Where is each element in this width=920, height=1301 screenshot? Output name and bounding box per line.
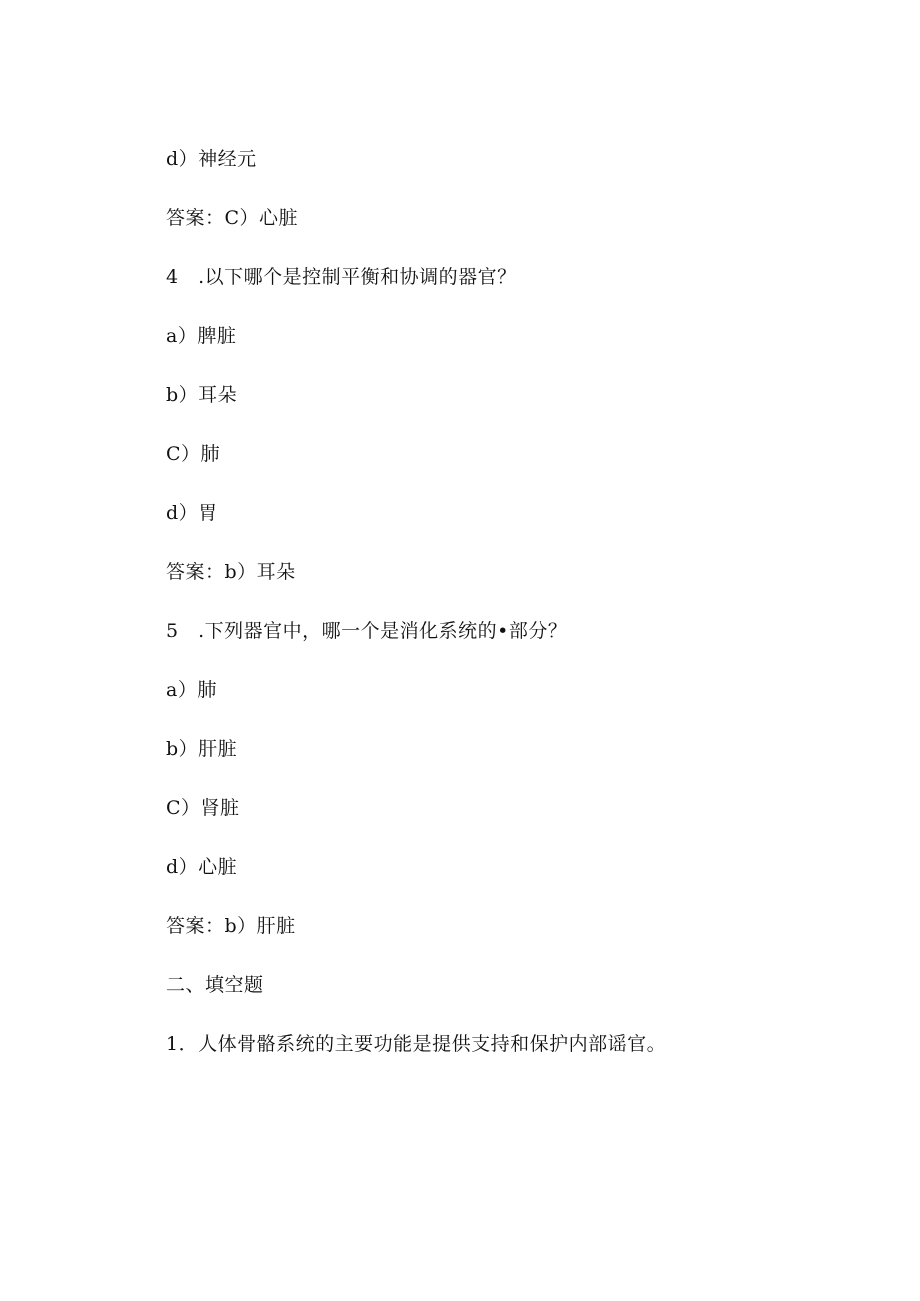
q3-answer: 答案：C）心脏 — [166, 207, 299, 229]
fill-in-question-1: 1．人体骨骼系统的主要功能是提供支持和保护内部谣官。 — [166, 1033, 667, 1055]
q5-option-b: b）肝脏 — [166, 738, 238, 760]
q5-option-a: a）肺 — [166, 679, 217, 701]
q4-option-d: d）胃 — [166, 502, 218, 524]
section-heading-fill-in: 二、填空题 — [166, 974, 264, 996]
q4-question: 4 .以下哪个是控制平衡和协调的器官？ — [166, 266, 517, 288]
q4-option-a: a）脾脏 — [166, 325, 237, 347]
q4-option-b: b）耳朵 — [166, 384, 238, 406]
q4-option-c: C）肺 — [166, 443, 221, 465]
q5-answer: 答案：b）肝脏 — [166, 915, 296, 937]
q3-option-d: d）神经元 — [166, 148, 257, 170]
q5-question: 5 .下列器官中，哪一个是消化系统的•部分？ — [166, 620, 568, 642]
q4-answer: 答案：b）耳朵 — [166, 561, 296, 583]
q5-option-d: d）心脏 — [166, 856, 238, 878]
q5-option-c: C）肾脏 — [166, 797, 240, 819]
